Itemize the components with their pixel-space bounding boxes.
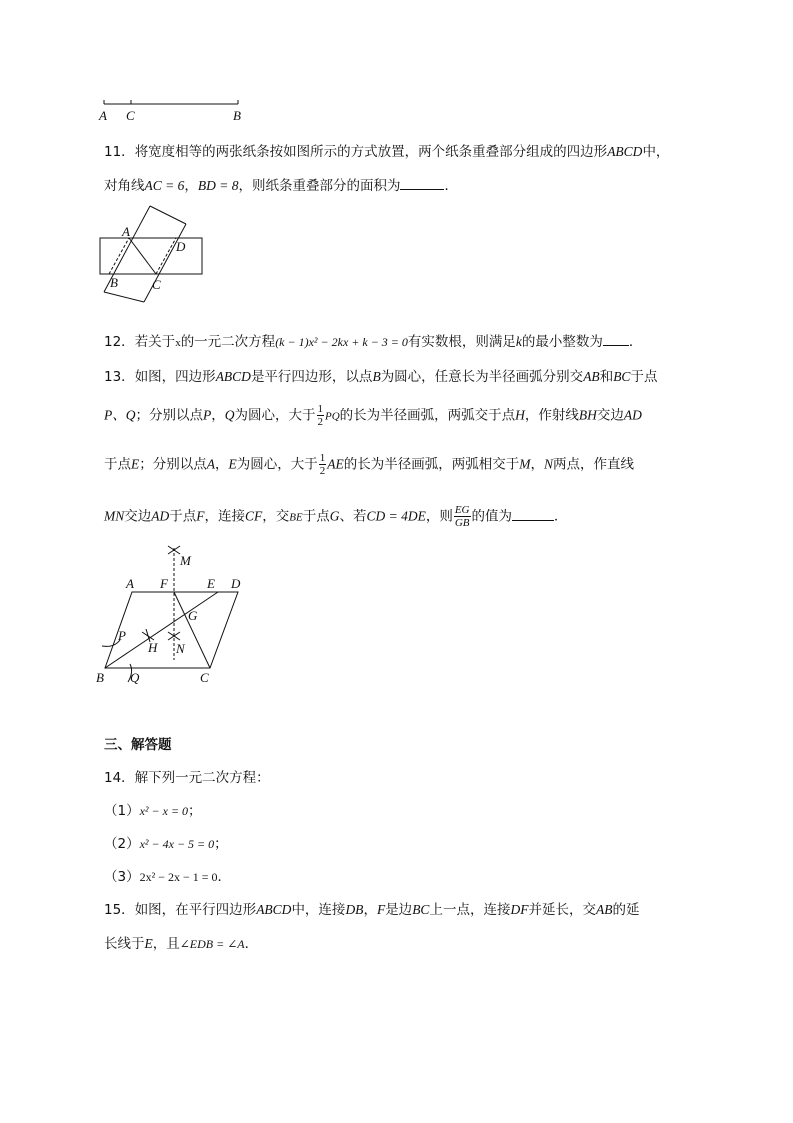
q13-ad: AD xyxy=(623,407,642,423)
q15-number: 15． xyxy=(104,902,135,918)
q13-be: BE xyxy=(289,511,303,524)
q15-t2a: 长线于 xyxy=(104,936,145,952)
q14-item-label: （2） xyxy=(104,836,140,852)
q13-end: ． xyxy=(554,508,568,525)
q12-var-k: k xyxy=(515,334,522,349)
q12-end: ． xyxy=(628,334,643,350)
q13-bh: BH xyxy=(578,407,597,423)
q13-t2f: ，作射线 xyxy=(524,407,579,424)
q14-item-1 xyxy=(104,799,202,819)
q13-fig-p: P xyxy=(118,628,126,643)
q15-t1e: 上一点，连接 xyxy=(429,902,511,918)
q13-t1e: 于点 xyxy=(630,369,658,385)
q11-text1: 将宽度相等的两张纸条按如图所示的方式放置，两个纸条重叠部分组成的四边形 xyxy=(134,144,608,160)
q13-half-fraction xyxy=(317,403,325,428)
q15-abcd: ABCD xyxy=(256,902,292,917)
q13-fig-n: N xyxy=(176,641,185,656)
q15-ab: AB xyxy=(595,902,613,917)
q13-cf: CF xyxy=(245,508,263,524)
q13-t3f: ， xyxy=(530,456,544,473)
q14-item-end: ． xyxy=(217,869,231,885)
q14-item-equation: 2x² − 2x − 1 = 0 xyxy=(139,870,218,884)
q15-t1d: 是边 xyxy=(385,902,413,918)
q13-t1a: 如图，四边形 xyxy=(134,369,216,385)
q13-figure xyxy=(92,540,252,690)
q15-t2b: ，且 xyxy=(152,936,180,952)
q11-text1-end: 中， xyxy=(642,144,670,160)
q13-t2c: ， xyxy=(211,407,225,424)
q11-figure xyxy=(96,200,216,312)
q13-ae: AE xyxy=(327,456,344,472)
q13-t2e: 的长为半径画弧，两弧交于点 xyxy=(339,407,516,424)
q13-b: B xyxy=(372,369,381,384)
q11-fig-d: D xyxy=(176,239,186,254)
q13-p: P xyxy=(203,407,212,423)
q13-t3e: 的长为半径画弧，两弧相交于 xyxy=(343,456,520,473)
q13-m: M xyxy=(519,456,531,472)
q12-line xyxy=(104,330,642,350)
q13-t2d: 为圆心，大于 xyxy=(234,407,316,424)
q13-t3d: 为圆心，大于 xyxy=(236,456,318,473)
q13-t1d: 和 xyxy=(599,369,614,385)
q13-answer-blank[interactable] xyxy=(512,519,554,521)
q13-eg-gb-fraction xyxy=(454,504,471,529)
q13-g: G xyxy=(329,508,340,524)
q13-half-num-2: 1 xyxy=(319,452,326,464)
q13-fig-c: C xyxy=(200,670,209,685)
q15-t1c: ， xyxy=(363,902,377,918)
q13-h: H xyxy=(515,407,525,423)
q13-t1b: 是平行四边形，以点 xyxy=(250,369,373,385)
segment-figure xyxy=(96,96,246,126)
q11-fig-c: C xyxy=(152,277,161,292)
q11-text2c: ，则纸条重叠部分的面积为 xyxy=(238,178,401,194)
q13-fig-a: A xyxy=(126,576,134,591)
segment-label-a: A xyxy=(99,108,107,123)
q13-q: Q xyxy=(224,407,235,423)
q13-gb: GB xyxy=(454,517,470,529)
q15-t1b: 中，连接 xyxy=(291,902,346,918)
q12-text2: 的一元二次方程 xyxy=(180,334,276,350)
q15-df: DF xyxy=(510,902,529,917)
q13-half-den: 2 xyxy=(317,416,323,428)
q14-item-3 xyxy=(104,865,231,885)
q14-item-2 xyxy=(104,832,228,852)
q13-t3c: ， xyxy=(215,456,229,473)
q13-t1c: 为圆心，任意长为半径画弧分别交 xyxy=(380,369,584,385)
q14-item-equation: x² − x = 0 xyxy=(139,804,189,818)
q11-text2a: 对角线 xyxy=(104,178,145,194)
q14-item-end: ； xyxy=(188,803,202,819)
q14-line xyxy=(104,766,270,786)
q13-eg: EG xyxy=(454,504,470,516)
q14-item-label: （3） xyxy=(104,869,140,885)
q11-text2-end: ． xyxy=(444,178,458,194)
q13-pq-points: P、Q xyxy=(104,407,136,423)
q15-line2 xyxy=(104,932,258,952)
q13-ab: AB xyxy=(583,369,600,384)
q11-text2b: ， xyxy=(184,178,198,194)
segment-label-b: B xyxy=(233,108,241,123)
q12-number: 12． xyxy=(104,334,135,350)
q15-line1 xyxy=(104,898,639,918)
q13-line1 xyxy=(104,365,657,385)
q13-t4f: 、若 xyxy=(339,508,367,525)
q14-text: 解下列一元二次方程： xyxy=(134,770,270,786)
q13-t4c: ，连接 xyxy=(204,508,245,525)
q13-a: A xyxy=(206,456,215,472)
q13-fig-f: F xyxy=(160,576,168,591)
q13-ad2: AD xyxy=(151,508,170,524)
q15-t1a: 如图，在平行四边形 xyxy=(134,902,257,918)
q13-half-den-2: 2 xyxy=(319,465,326,477)
section3-title: 三、解答题 xyxy=(104,737,172,753)
q14-number: 14． xyxy=(104,770,135,786)
q11-answer-blank[interactable] xyxy=(400,188,444,190)
q12-text1: 若关于 xyxy=(134,334,176,350)
q13-t4d: ，交 xyxy=(262,508,290,525)
q12-equation: (k − 1)x² − 2kx + k − 3 = 0 xyxy=(275,335,408,349)
q13-e: E xyxy=(131,456,140,472)
q13-fig-b: B xyxy=(96,670,104,685)
q13-t4h: 的值为 xyxy=(471,508,512,525)
q13-half-num: 1 xyxy=(317,403,323,415)
q13-fig-e: E xyxy=(207,576,215,591)
q12-text4: 的最小整数为 xyxy=(521,334,603,350)
q15-f: F xyxy=(376,902,386,917)
q13-e2: E xyxy=(228,456,237,472)
segment-label-c: C xyxy=(126,108,135,123)
q13-f: F xyxy=(196,508,205,524)
q11-ac: AC = 6 xyxy=(144,178,185,193)
q12-var-x: x xyxy=(175,337,181,349)
q15-e: E xyxy=(144,936,153,951)
q13-pq: PQ xyxy=(325,410,340,423)
q13-t4g: ，则 xyxy=(425,508,453,525)
q13-fig-d: D xyxy=(231,576,241,591)
q15-angle: ∠EDB = ∠A xyxy=(179,937,245,951)
q13-mn: MN xyxy=(104,508,125,524)
q13-t3a: 于点 xyxy=(104,456,131,473)
q13-t4a: 交边 xyxy=(124,508,152,525)
q13-n: N xyxy=(544,456,554,472)
q13-t2b: ；分别以点 xyxy=(135,407,203,424)
q13-t4b: 于点 xyxy=(169,508,197,525)
q15-bc: BC xyxy=(412,902,430,917)
q11-number: 11． xyxy=(104,144,135,160)
q13-fig-q: Q xyxy=(130,670,140,685)
q13-number: 13． xyxy=(104,369,135,385)
q13-cd4de: CD = 4DE xyxy=(366,508,426,524)
q14-item-end: ； xyxy=(214,836,228,852)
q13-half-fraction-2 xyxy=(319,452,327,477)
q11-fig-b: B xyxy=(110,275,118,290)
q13-line3 xyxy=(104,452,634,477)
q13-t3g: 两点，作直线 xyxy=(553,456,635,473)
q13-line4 xyxy=(104,504,568,529)
q11-line2 xyxy=(104,174,458,194)
q13-line2 xyxy=(104,403,642,428)
q13-abcd: ABCD xyxy=(215,369,251,384)
q15-end: ． xyxy=(244,936,259,952)
q14-item-label: （1） xyxy=(104,803,140,819)
q12-answer-blank[interactable] xyxy=(603,344,629,346)
q15-t1f: 并延长，交 xyxy=(528,902,596,918)
q13-t3b: ；分别以点 xyxy=(139,456,207,473)
q15-t1g: 的延 xyxy=(612,902,640,918)
q13-t2g: 交边 xyxy=(596,407,624,424)
q11-bd: BD = 8 xyxy=(197,178,239,193)
q11-line1 xyxy=(104,140,669,160)
q13-fig-h: H xyxy=(148,640,158,655)
q11-fig-a: A xyxy=(122,224,130,239)
q15-db: DB xyxy=(345,902,364,917)
q13-fig-m: M xyxy=(180,553,191,568)
q13-fig-g: G xyxy=(188,608,198,623)
q11-var-abcd: ABCD xyxy=(607,144,643,159)
q13-bc: BC xyxy=(613,369,631,384)
q12-text3: 有实数根，则满足 xyxy=(407,334,516,350)
q13-t4e: 于点 xyxy=(302,508,330,525)
q14-item-equation: x² − 4x − 5 = 0 xyxy=(139,837,215,851)
